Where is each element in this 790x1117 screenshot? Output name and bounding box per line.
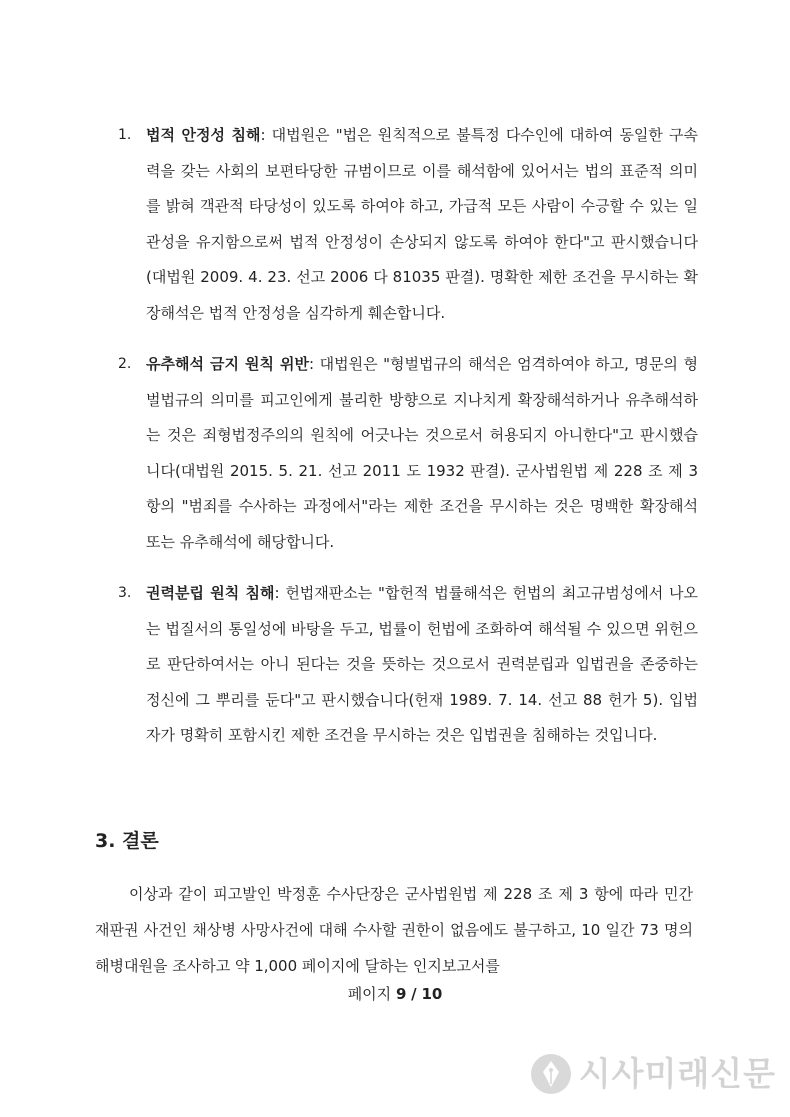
item-lead: 유추해석 금지 원칙 위반 [146, 355, 309, 373]
list-item [118, 576, 698, 754]
item-lead: 법적 안정성 침해 [146, 126, 261, 144]
watermark-text: 시사미래신문 [578, 1054, 776, 1093]
list-item [118, 347, 698, 560]
item-number: 1. [118, 127, 132, 143]
item-number: 2. [118, 356, 132, 372]
page-separator: / [411, 985, 417, 1003]
watermark [531, 1054, 776, 1094]
page-total: 10 [421, 985, 443, 1003]
item-body: : 대법원은 "형벌법규의 해석은 엄격하여야 하고, 명문의 형벌법규의 의미를 피고인에게 불리한 방향으로 지나치게 확장해석하거나 유추해석하는 것은 죄형법정주의의 원칙에 어긋나는 것으로서 허용되지 아니한다"고 판시했습니다(대법원 2015. 5. 21. 선고 2011 도 1932 판결). 군사법원법 제 228 조 제 3 항의 "범죄를 수사하는 과정에서"라는 제한 조건을 무시하는 것은 명백한 확장해석 또는 유추해석에 해당합니다. [146, 355, 698, 551]
item-body: : 헌법재판소는 "합헌적 법률해석은 헌법의 최고규범성에서 나오는 법질서의 통일성에 바탕을 두고, 법률이 헌법에 조화하여 해석될 수 있으면 위헌으로 판단하여서는 아니 된다는 것을 뜻하는 것으로서 권력분립과 입법권을 존중하는 정신에 그 뿌리를 둔다"고 판시했습니다(헌재 1989. 7. 14. 선고 88 헌가 5). 입법자가 명확히 포함시킨 제한 조건을 무시하는 것은 입법권을 침해하는 것입니다. [146, 584, 698, 744]
conclusion-heading: 3. 결론 [95, 830, 159, 852]
item-number: 3. [118, 585, 132, 601]
list-item [118, 118, 698, 331]
page-footer [0, 982, 790, 1006]
item-lead: 권력분립 원칙 침해 [146, 584, 275, 602]
pen-nib-icon [531, 1054, 571, 1094]
conclusion-paragraph: 이상과 같이 피고발인 박정훈 수사단장은 군사법원법 제 228 조 제 3 항에 따라 민간 재판권 사건인 채상병 사망사건에 대해 수사할 권한이 없음에도 불구하고, 10 일간 73 명의 해병대원을 조사하고 약 1,000 페이지에 달하는 인지보고서를 [95, 885, 693, 975]
page-label: 페이지 [347, 985, 392, 1003]
item-body: : 대법원은 "법은 원칙적으로 불특정 다수인에 대하여 동일한 구속력을 갖는 사회의 보편타당한 규범이므로 이를 해석함에 있어서는 법의 표준적 의미를 밝혀 객관적 타당성이 있도록 하여야 하고, 가급적 모든 사람이 수긍할 수 있는 일관성을 유지함으로써 법적 안정성이 손상되지 않도록 하여야 한다"고 판시했습니다(대법원 2009. 4. 23. 선고 2006 다 81035 판결). 명확한 제한 조건을 무시하는 확장해석은 법적 안정성을 심각하게 훼손합니다. [146, 126, 698, 322]
argument-list [118, 118, 698, 770]
page-current: 9 [395, 985, 407, 1003]
